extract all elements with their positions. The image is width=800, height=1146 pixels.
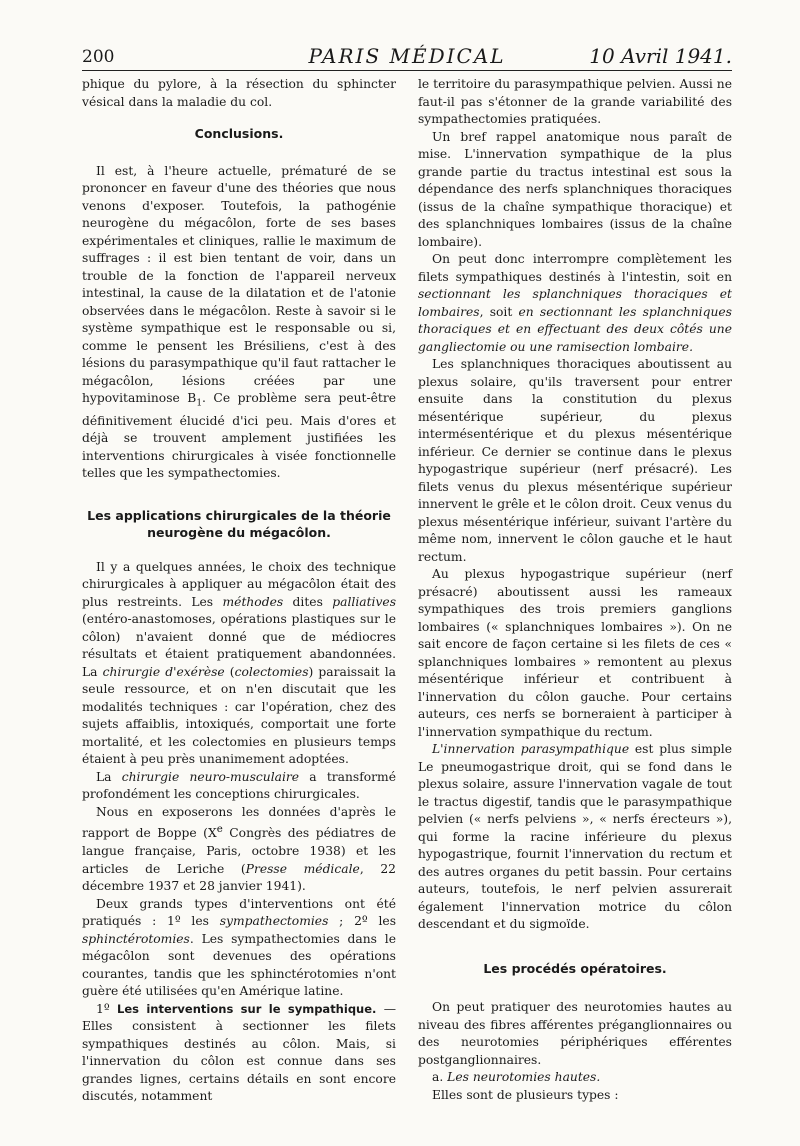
section-heading-procedes: Les procédés opératoires. [483, 960, 667, 976]
subsection-heading: Les interventions sur le sympathique. [109, 1001, 377, 1016]
paragraph: Les splanchniques thoraciques aboutissent au plexus solaire, qu'ils traversent pour entrer ensuite dans la constitution du plexus mésentérique supérieur, du plexus intermésentérique et du plexus mésentérique inférieur. Ce dernier se continue dans le plexus hypogastrique supérieur (nerf présacré). Les filets venus du plexus mésentérique supérieur innervent le grêle et le côlon droit. Ceux venus du plexus mésentérique inférieur, suivant l'artère du même nom, innervent le côlon gauche et le haut rectum. [418, 357, 732, 564]
paragraph: phique du pylore, à la résection du sphincter vésical dans la maladie du col. [82, 77, 396, 109]
paragraph: Il y a quelques années, le choix des technique chirurgicales à appliquer au mégacôlon était des plus restreints. Les méthodes dites palliatives (entéro-anastomoses, opérations plastiques sur le côlon) n'avaient donné que de médiocres résultats et étaient pratiquement abandonnées. La chirurgie d'exérèse (colectomies) paraissait la seule ressource, et on n'en discutait que les modalités techniques : car l'opération, chez des sujets affaiblis, intoxiqués, comportait une forte mortalité, et les colectomies en plusieurs temps étaient à peu près unanimement adoptées. [82, 559, 397, 767]
paragraph: le territoire du parasympathique pelvien. Aussi ne faut-il pas s'étonner de la grande variabilité des sympathectomies pratiquées. [418, 77, 732, 126]
paragraph: Deux grands types d'interventions ont été pratiqués : 1º les sympathectomies ; 2º les sphinctérotomies. Les sympathectomies dans le mégacôlon sont devenues des opérations courantes, tandis que les sphinctérotomies n'ont guère été utilisées qu'en Amérique latine. [82, 896, 397, 999]
paragraph: On peut pratiquer des neurotomies hautes au niveau des fibres afférentes préganglionnaires ou des neurotomies périphériques efférentes postganglionnaires. [418, 1000, 732, 1067]
running-header [82, 40, 732, 71]
paragraph: Nous en exposerons les données d'après le rapport de Boppe (Xe Congrès des pédiatres de langue française, Paris, octobre 1938) et les articles de Leriche (Presse médicale, 22 décembre 1937 et 28 janvier 1941). [82, 804, 396, 894]
issue-date: 10 Avril 1941. [589, 44, 732, 68]
paragraph: Elles sont de plusieurs types : [432, 1087, 619, 1102]
paragraph: La chirurgie neuro-musculaire a transformé profondément les conceptions chirurgicales. [82, 769, 396, 802]
journal-title: PARIS MÉDICAL [308, 44, 506, 68]
paragraph: Au plexus hypogastrique supérieur (nerf présacré) aboutissent aussi les rameaux sympathiques des trois premiers ganglions lombaires (« splanchniques lombaires »). On ne sait encore de façon certaine si les filets de ces « splanchniques lombaires » remontent au plexus mésentérique inférieur et contribuent à l'innervation du côlon gauche. Pour certains auteurs, ces nerfs se borneraient à participer à l'innervation sympathique du rectum. [418, 567, 732, 739]
paragraph: Un bref rappel anatomique nous paraît de mise. L'innervation sympathique de la plus grande partie du tractus intestinal est sous la dépendance des nerfs splanchniques thoraciques (issus de la chaîne sympathique thoracique) et des splanchniques lombaires (issus de la chaîne lombaire). [418, 129, 732, 249]
paragraph: L'innervation parasympathique est plus simple Le pneumogastrique droit, qui se fond dans le plexus solaire, assure l'innervation vagale de tout le tractus digestif, tandis que le parasympathique pelvien (« nerfs pelviens », « nerfs érecteurs »), qui forme la racine inférieure du plexus hypogastrique, fournit l'innervation du rectum et des autres organes du petit bassin. Pour certains auteurs, toutefois, le nerf pelvien assurerait également l'innervation motrice du côlon descendant et du sigmoïde. [418, 742, 732, 931]
right-column [418, 76, 732, 1104]
section-heading-conclusions: Conclusions. [194, 126, 284, 141]
paragraph: a. Les neurotomies hautes. [432, 1070, 601, 1084]
section-heading-applications: Les applications chirurgicales de la théorie neurogène du mégacôlon. [87, 507, 391, 540]
page-number: 200 [82, 47, 115, 67]
left-column [82, 76, 396, 1106]
paragraph: Il est, à l'heure actuelle, prématuré de se prononcer en faveur d'une des théories que nous venons d'exposer. Toutefois, la pathogénie neurogène du mégacôlon, forte de ses bases expérimentales et cliniques, rallie le maximum de suffrages : il est bien tentant de voir, dans un trouble de la fonction de l'appareil nerveux intestinal, la cause de la dilatation et de l'atonie observées dans le mégacôlon. Reste à savoir si le système sympathique est le responsable ou si, comme le pensent les Brésiliens, c'est à des lésions du parasympathique qu'il faut rattacher le mégacôlon, lésions créées par une hypovitaminose $B_1$. Ce problème sera peut-être définitivement élucidé d'ici peu. Mais d'ores et déjà se trouvent amplement justifiées les interventions chirurgicales à visée fonctionnelle telles que les sympathectomies. [82, 163, 396, 481]
paragraph: On peut donc interrompre complètement les filets sympathiques destinés à l'intestin, soit en sectionnant les splanchniques thoraciques et lombaires, soit en sectionnant les splanchniques thoraciques et en effectuant des deux côtés une gangliectomie ou une ramisection lombaire. [418, 252, 732, 354]
paragraph: 1º Les interventions sur le sympathique. — Elles consistent à sectionner les filets sympathiques destinés au côlon. Mais, si l'innervation du côlon est connue dans ses grandes lignes, certains détails en sont encore discutés, notamment [82, 1001, 396, 1104]
